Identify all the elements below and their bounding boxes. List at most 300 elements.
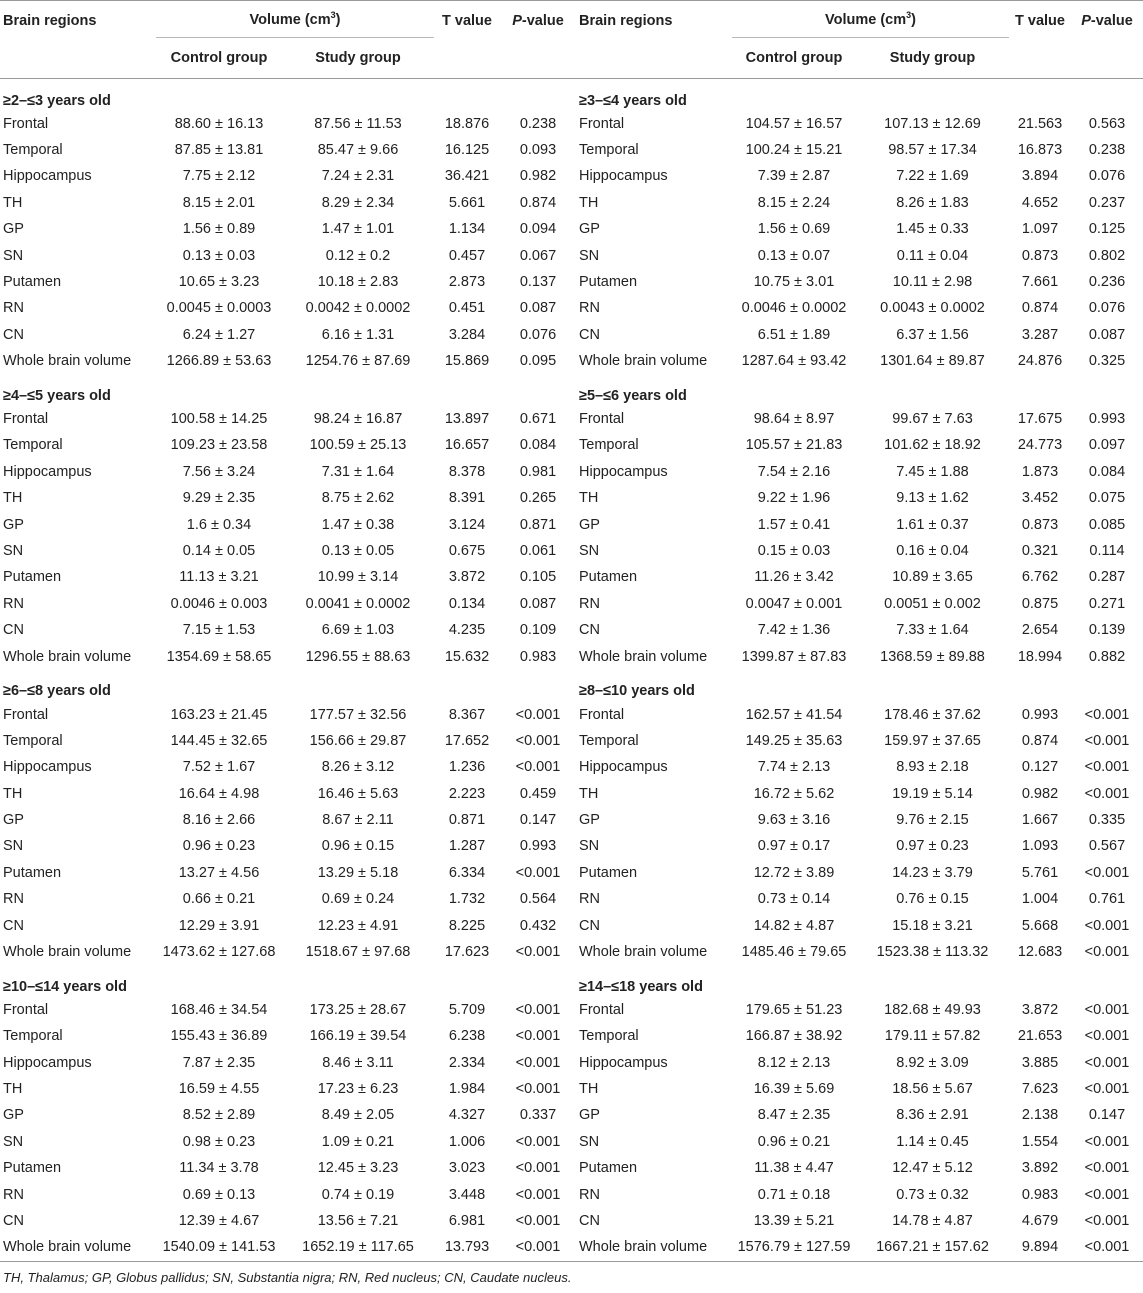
region-name: TH bbox=[579, 785, 599, 802]
region-name: CN bbox=[579, 917, 600, 934]
region-name: CN bbox=[3, 917, 24, 934]
control-value: 11.38 ± 4.47 bbox=[754, 1160, 834, 1177]
region-name: Putamen bbox=[579, 274, 638, 291]
t-value: 21.653 bbox=[1017, 1028, 1063, 1045]
study-value: 8.67 ± 2.11 bbox=[322, 812, 394, 829]
p-value: 0.271 bbox=[1088, 595, 1126, 612]
region-name: Hippocampus bbox=[3, 463, 92, 480]
study-value: 7.31 ± 1.64 bbox=[321, 463, 395, 480]
table-row bbox=[0, 886, 1143, 912]
p-value: <0.001 bbox=[1084, 864, 1130, 881]
study-value: 12.45 ± 3.23 bbox=[317, 1160, 399, 1177]
region-name: SN bbox=[579, 1133, 600, 1150]
t-value: 17.652 bbox=[444, 732, 490, 749]
t-value: 12.683 bbox=[1017, 944, 1063, 961]
table-row bbox=[0, 997, 1143, 1023]
p-value: 0.238 bbox=[519, 115, 557, 132]
study-value: 10.99 ± 3.14 bbox=[317, 569, 399, 586]
control-value: 1.6 ± 0.34 bbox=[186, 516, 252, 533]
region-name: Temporal bbox=[3, 437, 63, 454]
region-name: Putamen bbox=[579, 1160, 638, 1177]
control-value: 11.13 ± 3.21 bbox=[179, 569, 259, 586]
p-value: 0.114 bbox=[1089, 543, 1125, 560]
table-body bbox=[0, 79, 1143, 1261]
p-value: 0.567 bbox=[1088, 838, 1126, 855]
study-value: 7.24 ± 2.31 bbox=[321, 168, 395, 185]
t-value: 2.654 bbox=[1021, 622, 1059, 639]
region-name: GP bbox=[579, 221, 600, 238]
region-name: Hippocampus bbox=[579, 168, 668, 185]
header-brain-regions: Brain regions bbox=[3, 13, 97, 29]
study-value: 1254.76 ± 87.69 bbox=[305, 353, 411, 370]
p-value: 0.871 bbox=[519, 516, 557, 533]
study-value: 6.16 ± 1.31 bbox=[321, 326, 395, 343]
region-name: SN bbox=[3, 247, 24, 264]
table-row bbox=[0, 1076, 1143, 1102]
region-name: Whole brain volume bbox=[579, 944, 708, 961]
region-name: SN bbox=[3, 838, 24, 855]
control-value: 8.52 ± 2.89 bbox=[182, 1107, 256, 1124]
p-value: <0.001 bbox=[515, 1239, 561, 1256]
t-value: 0.874 bbox=[1021, 300, 1059, 317]
study-value: 9.76 ± 2.15 bbox=[896, 812, 969, 829]
t-value: 0.874 bbox=[1021, 732, 1059, 749]
t-value: 1.236 bbox=[448, 759, 486, 776]
age-group-title: ≥6–≤8 years old bbox=[3, 683, 111, 700]
control-value: 98.64 ± 8.97 bbox=[753, 411, 835, 428]
study-value: 7.45 ± 1.88 bbox=[896, 463, 969, 480]
study-value: 177.57 ± 32.56 bbox=[309, 706, 407, 723]
t-value: 2.334 bbox=[448, 1054, 486, 1071]
t-value: 0.321 bbox=[1021, 543, 1059, 560]
control-value: 8.16 ± 2.66 bbox=[182, 812, 256, 829]
region-name: Temporal bbox=[579, 732, 639, 749]
p-value: 0.076 bbox=[519, 326, 557, 343]
p-value: <0.001 bbox=[1084, 732, 1130, 749]
t-value: 0.873 bbox=[1021, 516, 1059, 533]
p-value: <0.001 bbox=[515, 1054, 561, 1071]
control-value: 166.87 ± 38.92 bbox=[745, 1028, 843, 1045]
p-value: <0.001 bbox=[515, 706, 561, 723]
control-value: 14.82 ± 4.87 bbox=[753, 917, 835, 934]
region-name: RN bbox=[3, 300, 24, 317]
study-value: 159.97 ± 37.65 bbox=[884, 732, 981, 749]
p-value: 0.982 bbox=[519, 168, 557, 185]
control-value: 0.69 ± 0.13 bbox=[182, 1186, 256, 1203]
study-value: 1301.64 ± 89.87 bbox=[880, 353, 985, 370]
t-value: 3.885 bbox=[1021, 1054, 1059, 1071]
t-value: 3.894 bbox=[1021, 168, 1059, 185]
p-value: 0.076 bbox=[1088, 168, 1126, 185]
study-value: 0.97 ± 0.23 bbox=[896, 838, 969, 855]
t-value: 0.875 bbox=[1021, 595, 1059, 612]
study-value: 8.36 ± 2.91 bbox=[896, 1107, 969, 1124]
header-volume-right: Volume $(cm^3)$ bbox=[825, 10, 916, 28]
control-value: 1399.87 ± 87.83 bbox=[741, 648, 847, 665]
control-value: 1287.64 ± 93.42 bbox=[741, 353, 847, 370]
control-value: 100.58 ± 14.25 bbox=[170, 411, 268, 428]
p-value: 0.287 bbox=[1088, 569, 1126, 586]
table-row bbox=[0, 912, 1143, 938]
study-value: 10.18 ± 2.83 bbox=[317, 274, 399, 291]
study-value: 13.29 ± 5.18 bbox=[317, 864, 399, 881]
study-value: 15.18 ± 3.21 bbox=[892, 917, 973, 934]
study-value: 0.13 ± 0.05 bbox=[321, 543, 395, 560]
control-value: 7.54 ± 2.16 bbox=[757, 463, 831, 480]
region-name: Whole brain volume bbox=[579, 1239, 708, 1256]
control-value: 109.23 ± 23.58 bbox=[170, 437, 268, 454]
t-value: 17.623 bbox=[444, 944, 490, 961]
study-value: 16.46 ± 5.63 bbox=[317, 785, 399, 802]
p-value: <0.001 bbox=[1084, 1081, 1130, 1098]
age-group-title: ≥5–≤6 years old bbox=[579, 387, 687, 404]
p-value: <0.001 bbox=[515, 732, 561, 749]
table-row bbox=[0, 432, 1143, 458]
control-value: 155.43 ± 36.89 bbox=[170, 1028, 268, 1045]
p-value: <0.001 bbox=[515, 1213, 561, 1230]
control-value: 7.15 ± 1.53 bbox=[182, 622, 256, 639]
p-value: 0.084 bbox=[519, 437, 557, 454]
t-value: 5.668 bbox=[1021, 917, 1059, 934]
control-value: 1.56 ± 0.69 bbox=[757, 221, 831, 238]
t-value: 6.238 bbox=[448, 1028, 486, 1045]
region-name: Frontal bbox=[579, 411, 625, 428]
t-value: 1.093 bbox=[1021, 838, 1059, 855]
p-value: 0.882 bbox=[1088, 648, 1126, 665]
region-name: TH bbox=[579, 194, 599, 211]
region-name: Putamen bbox=[579, 569, 638, 586]
region-name: GP bbox=[3, 812, 24, 829]
region-name: Hippocampus bbox=[3, 168, 92, 185]
table-row bbox=[0, 538, 1143, 564]
age-group-row bbox=[0, 374, 1143, 406]
region-name: RN bbox=[579, 1186, 600, 1203]
study-value: 101.62 ± 18.92 bbox=[884, 437, 981, 454]
region-name: Hippocampus bbox=[3, 759, 92, 776]
control-value: 11.26 ± 3.42 bbox=[754, 569, 834, 586]
header-p-value-right: P-value bbox=[1081, 13, 1133, 29]
control-value: 87.85 ± 13.81 bbox=[174, 142, 264, 159]
table-row bbox=[0, 190, 1143, 216]
t-value: 0.134 bbox=[448, 595, 486, 612]
table-row bbox=[0, 485, 1143, 511]
table-row bbox=[0, 459, 1143, 485]
study-value: 99.67 ± 7.63 bbox=[892, 411, 973, 428]
p-value: 0.802 bbox=[1088, 247, 1126, 264]
control-value: 7.75 ± 2.12 bbox=[182, 168, 256, 185]
p-value: 0.237 bbox=[1088, 194, 1126, 211]
control-value: 179.65 ± 51.23 bbox=[745, 1001, 843, 1018]
p-value: 0.084 bbox=[1088, 463, 1126, 480]
region-name: Putamen bbox=[579, 864, 638, 881]
t-value: 0.873 bbox=[1021, 247, 1059, 264]
region-name: SN bbox=[3, 543, 24, 560]
t-value: 7.623 bbox=[1021, 1081, 1059, 1098]
control-value: 0.0047 ± 0.001 bbox=[745, 595, 843, 612]
study-value: 1.14 ± 0.45 bbox=[896, 1133, 969, 1150]
study-value: 1.61 ± 0.37 bbox=[896, 516, 969, 533]
p-value: 0.087 bbox=[519, 595, 557, 612]
region-name: Temporal bbox=[3, 1028, 63, 1045]
control-value: 0.66 ± 0.21 bbox=[182, 891, 256, 908]
study-value: 0.69 ± 0.24 bbox=[321, 891, 395, 908]
p-value: <0.001 bbox=[1084, 944, 1130, 961]
region-name: Frontal bbox=[3, 115, 49, 132]
region-name: Whole brain volume bbox=[3, 944, 132, 961]
study-value: 0.0041 ± 0.0002 bbox=[305, 595, 411, 612]
region-name: Temporal bbox=[579, 142, 639, 159]
age-group-title: ≥3–≤4 years old bbox=[579, 92, 687, 109]
study-value: 17.23 ± 6.23 bbox=[317, 1081, 399, 1098]
t-value: 8.378 bbox=[448, 463, 486, 480]
t-value: 1.097 bbox=[1021, 221, 1059, 238]
study-value: 107.13 ± 12.69 bbox=[884, 115, 981, 132]
control-value: 0.96 ± 0.21 bbox=[757, 1133, 831, 1150]
study-value: 1.09 ± 0.21 bbox=[321, 1133, 395, 1150]
control-value: 0.73 ± 0.14 bbox=[757, 891, 831, 908]
study-value: 13.56 ± 7.21 bbox=[317, 1213, 399, 1230]
age-group-title: ≥4–≤5 years old bbox=[3, 387, 111, 404]
p-value: <0.001 bbox=[1084, 785, 1130, 802]
region-name: Frontal bbox=[579, 706, 625, 723]
table-row bbox=[0, 701, 1143, 727]
t-value: 21.563 bbox=[1017, 115, 1063, 132]
region-name: TH bbox=[3, 490, 23, 507]
control-value: 9.22 ± 1.96 bbox=[757, 490, 831, 507]
t-value: 8.391 bbox=[448, 490, 486, 507]
t-value: 9.894 bbox=[1021, 1239, 1059, 1256]
p-value: <0.001 bbox=[1084, 1133, 1130, 1150]
control-value: 7.56 ± 3.24 bbox=[182, 463, 256, 480]
control-value: 0.0046 ± 0.0002 bbox=[741, 300, 847, 317]
region-name: Temporal bbox=[3, 142, 63, 159]
age-group-title: ≥10–≤14 years old bbox=[3, 978, 127, 995]
study-value: 0.76 ± 0.15 bbox=[896, 891, 969, 908]
control-value: 1354.69 ± 58.65 bbox=[166, 648, 272, 665]
table-row bbox=[0, 617, 1143, 643]
control-value: 1473.62 ± 127.68 bbox=[162, 944, 276, 961]
p-value: 0.139 bbox=[1088, 622, 1126, 639]
table-row bbox=[0, 322, 1143, 348]
header-volume: Volume $(cm^3)$ bbox=[249, 10, 341, 28]
table-row bbox=[0, 137, 1143, 163]
study-value: 10.11 ± 2.98 bbox=[892, 274, 973, 291]
t-value: 8.225 bbox=[448, 917, 486, 934]
p-value: <0.001 bbox=[1084, 1213, 1130, 1230]
t-value: 7.661 bbox=[1021, 274, 1059, 291]
study-value: 98.57 ± 17.34 bbox=[888, 142, 977, 159]
region-name: RN bbox=[579, 300, 600, 317]
p-value: 0.147 bbox=[1088, 1107, 1126, 1124]
control-value: 16.59 ± 4.55 bbox=[178, 1081, 260, 1098]
region-name: Temporal bbox=[3, 732, 63, 749]
control-value: 8.47 ± 2.35 bbox=[757, 1107, 831, 1124]
region-name: SN bbox=[579, 543, 600, 560]
study-value: 18.56 ± 5.67 bbox=[892, 1081, 973, 1098]
t-value: 0.457 bbox=[448, 247, 486, 264]
control-value: 12.72 ± 3.89 bbox=[753, 864, 835, 881]
t-value: 1.287 bbox=[448, 838, 486, 855]
t-value: 24.876 bbox=[1017, 353, 1063, 370]
region-name: CN bbox=[3, 326, 24, 343]
age-group-row bbox=[0, 670, 1143, 702]
study-value: 19.19 ± 5.14 bbox=[892, 785, 973, 802]
age-group-title: ≥2–≤3 years old bbox=[3, 92, 111, 109]
t-value: 2.223 bbox=[448, 785, 486, 802]
p-value: <0.001 bbox=[515, 1081, 561, 1098]
t-value: 16.873 bbox=[1017, 142, 1063, 159]
control-value: 0.71 ± 0.18 bbox=[757, 1186, 831, 1203]
table-row bbox=[0, 111, 1143, 137]
study-value: 0.16 ± 0.04 bbox=[896, 543, 969, 560]
p-value: <0.001 bbox=[1084, 1028, 1130, 1045]
control-value: 163.23 ± 21.45 bbox=[170, 706, 268, 723]
p-value: 0.067 bbox=[519, 247, 557, 264]
region-name: RN bbox=[3, 1186, 24, 1203]
region-name: CN bbox=[579, 326, 600, 343]
p-value: 0.265 bbox=[519, 490, 557, 507]
table-row bbox=[0, 1208, 1143, 1234]
t-value: 15.869 bbox=[444, 353, 490, 370]
header-control-group-right: Control group bbox=[732, 38, 856, 79]
t-value: 5.761 bbox=[1021, 864, 1059, 881]
region-name: TH bbox=[3, 785, 23, 802]
age-group-row bbox=[0, 79, 1143, 111]
t-value: 15.632 bbox=[444, 648, 490, 665]
p-value: 0.076 bbox=[1088, 300, 1126, 317]
region-name: TH bbox=[579, 490, 599, 507]
p-value: <0.001 bbox=[1084, 1001, 1130, 1018]
study-value: 1.47 ± 0.38 bbox=[321, 516, 395, 533]
p-value: 0.671 bbox=[519, 411, 557, 428]
region-name: GP bbox=[3, 221, 24, 238]
control-value: 144.45 ± 32.65 bbox=[170, 732, 268, 749]
study-value: 0.12 ± 0.2 bbox=[325, 247, 391, 264]
t-value: 3.124 bbox=[448, 516, 486, 533]
control-value: 8.12 ± 2.13 bbox=[757, 1054, 831, 1071]
region-name: GP bbox=[579, 812, 600, 829]
t-value: 0.993 bbox=[1021, 706, 1059, 723]
t-value: 13.897 bbox=[444, 411, 490, 428]
control-value: 162.57 ± 41.54 bbox=[745, 706, 843, 723]
region-name: GP bbox=[579, 1107, 600, 1124]
region-name: TH bbox=[3, 194, 23, 211]
t-value: 2.873 bbox=[448, 274, 486, 291]
control-value: 88.60 ± 16.13 bbox=[174, 115, 264, 132]
t-value: 5.661 bbox=[448, 194, 486, 211]
region-name: Hippocampus bbox=[3, 1054, 92, 1071]
control-value: 1266.89 ± 53.63 bbox=[166, 353, 272, 370]
control-value: 149.25 ± 35.63 bbox=[745, 732, 843, 749]
region-name: SN bbox=[3, 1133, 24, 1150]
control-value: 1540.09 ± 141.53 bbox=[162, 1239, 276, 1256]
study-value: 100.59 ± 25.13 bbox=[309, 437, 407, 454]
region-name: Temporal bbox=[579, 437, 639, 454]
p-value: <0.001 bbox=[1084, 1186, 1130, 1203]
table-row bbox=[0, 860, 1143, 886]
region-name: GP bbox=[579, 516, 600, 533]
control-value: 1.57 ± 0.41 bbox=[757, 516, 831, 533]
t-value: 24.773 bbox=[1017, 437, 1063, 454]
control-value: 0.0046 ± 0.003 bbox=[170, 595, 268, 612]
table-row bbox=[0, 406, 1143, 432]
t-value: 4.327 bbox=[448, 1107, 486, 1124]
table-header bbox=[0, 1, 1143, 79]
control-value: 1576.79 ± 127.59 bbox=[737, 1239, 851, 1256]
p-value: 0.147 bbox=[519, 812, 557, 829]
t-value: 3.872 bbox=[448, 569, 486, 586]
t-value: 2.138 bbox=[1021, 1107, 1059, 1124]
study-value: 0.0042 ± 0.0002 bbox=[305, 300, 411, 317]
t-value: 3.448 bbox=[448, 1186, 486, 1203]
control-value: 9.29 ± 2.35 bbox=[182, 490, 256, 507]
control-value: 13.27 ± 4.56 bbox=[178, 864, 260, 881]
study-value: 8.26 ± 3.12 bbox=[321, 759, 395, 776]
table-row bbox=[0, 1234, 1143, 1260]
region-name: Putamen bbox=[3, 274, 62, 291]
p-value: 0.125 bbox=[1088, 221, 1126, 238]
p-value: 0.432 bbox=[519, 917, 557, 934]
table-row bbox=[0, 1129, 1143, 1155]
study-value: 178.46 ± 37.62 bbox=[884, 706, 981, 723]
study-value: 87.56 ± 11.53 bbox=[314, 115, 402, 132]
control-value: 0.15 ± 0.03 bbox=[757, 543, 831, 560]
p-value: <0.001 bbox=[1084, 706, 1130, 723]
p-value: <0.001 bbox=[515, 1186, 561, 1203]
study-value: 179.11 ± 57.82 bbox=[884, 1028, 981, 1045]
region-name: Whole brain volume bbox=[579, 648, 708, 665]
study-value: 166.19 ± 39.54 bbox=[309, 1028, 407, 1045]
p-value: 0.981 bbox=[519, 463, 557, 480]
table-row bbox=[0, 728, 1143, 754]
region-name: Whole brain volume bbox=[3, 1239, 132, 1256]
t-value: 16.657 bbox=[444, 437, 490, 454]
t-value: 3.872 bbox=[1021, 1001, 1059, 1018]
region-name: Whole brain volume bbox=[579, 353, 708, 370]
t-value: 36.421 bbox=[444, 168, 490, 185]
t-value: 6.762 bbox=[1021, 569, 1059, 586]
region-name: RN bbox=[579, 595, 600, 612]
study-value: 1518.67 ± 97.68 bbox=[305, 944, 411, 961]
control-value: 168.46 ± 34.54 bbox=[170, 1001, 268, 1018]
table-row bbox=[0, 242, 1143, 268]
control-value: 7.39 ± 2.87 bbox=[757, 168, 831, 185]
t-value: 1.134 bbox=[448, 221, 486, 238]
control-value: 0.14 ± 0.05 bbox=[182, 543, 256, 560]
control-value: 10.65 ± 3.23 bbox=[178, 274, 260, 291]
t-value: 1.667 bbox=[1021, 812, 1059, 829]
t-value: 1.873 bbox=[1021, 463, 1059, 480]
t-value: 1.984 bbox=[448, 1081, 486, 1098]
t-value: 0.871 bbox=[448, 812, 486, 829]
study-value: 1368.59 ± 89.88 bbox=[880, 648, 985, 665]
p-value: 0.459 bbox=[519, 785, 557, 802]
study-value: 1.47 ± 1.01 bbox=[321, 221, 395, 238]
control-value: 0.0045 ± 0.0003 bbox=[166, 300, 272, 317]
p-value: 0.075 bbox=[1088, 490, 1126, 507]
control-value: 1.56 ± 0.89 bbox=[182, 221, 256, 238]
region-name: GP bbox=[3, 1107, 24, 1124]
control-value: 12.29 ± 3.91 bbox=[178, 917, 260, 934]
header-study-group: Study group bbox=[282, 38, 434, 79]
table-row bbox=[0, 216, 1143, 242]
study-value: 6.37 ± 1.56 bbox=[896, 326, 969, 343]
p-value: 0.137 bbox=[519, 274, 557, 291]
t-value: 0.675 bbox=[448, 543, 486, 560]
t-value: 3.284 bbox=[448, 326, 486, 343]
control-value: 7.42 ± 1.36 bbox=[757, 622, 831, 639]
control-value: 9.63 ± 3.16 bbox=[757, 812, 831, 829]
